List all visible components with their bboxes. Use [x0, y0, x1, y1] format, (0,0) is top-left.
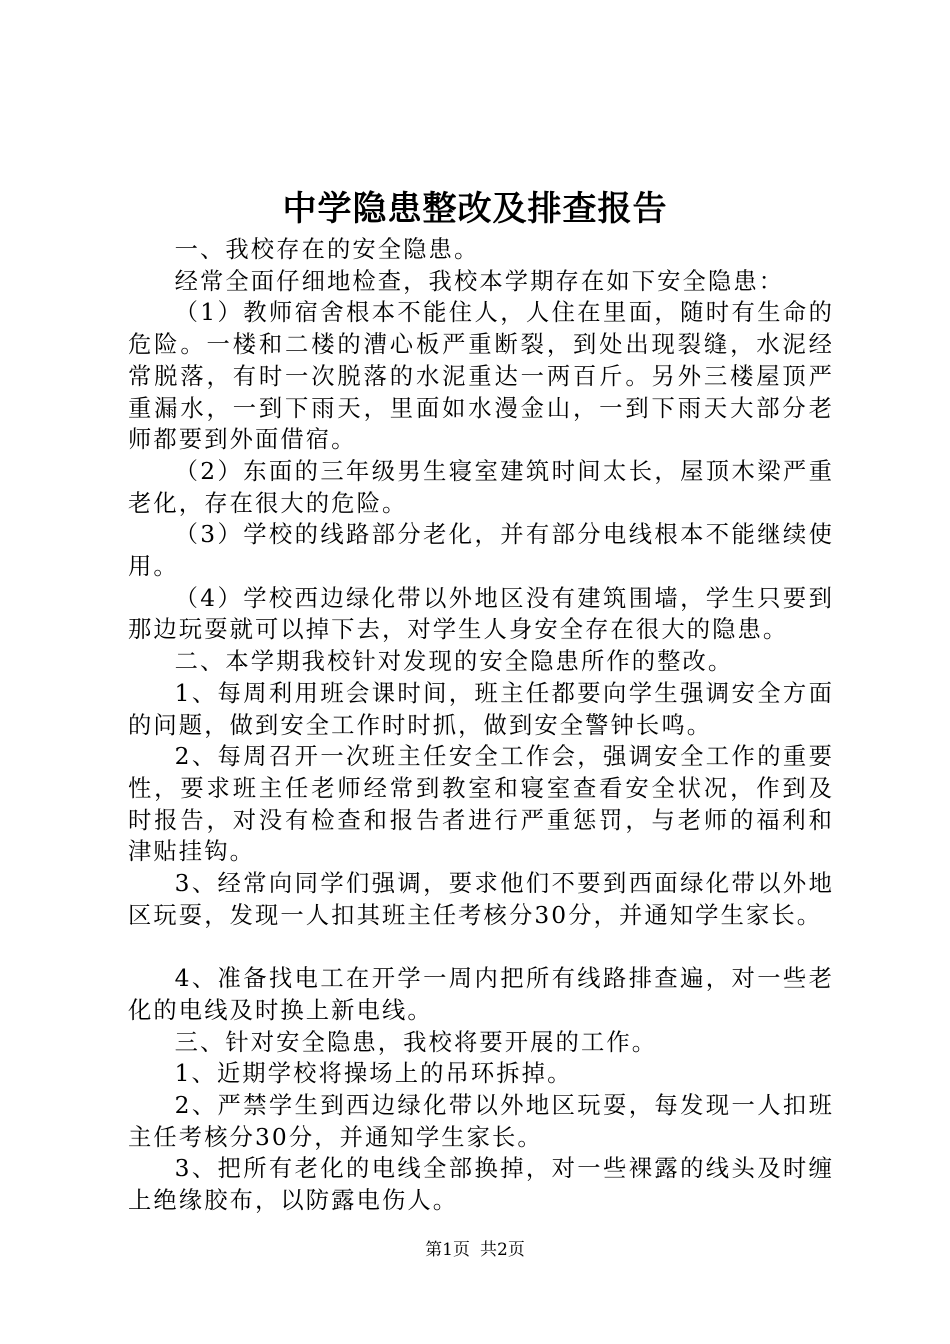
list-item: （1）教师宿舍根本不能住人，人住在里面，随时有生命的危险。一楼和二楼的漕心板严重断裂，到处出现裂缝，水泥经常脱落，有时一次脱落的水泥重达一两百斤。另外三楼屋顶严重漏水，一到下雨天，里面如水漫金山，一到下雨天大部分老师都要到外面借宿。	[128, 299, 834, 454]
document-body	[128, 234, 834, 1217]
list-item: （2）东面的三年级男生寝室建筑时间太长，屋顶木梁严重老化，存在很大的危险。	[128, 457, 834, 517]
list-item: 2、每周召开一次班主任安全工作会，强调安全工作的重要性，要求班主任老师经常到教室和寝室查看安全状况，作到及时报告，对没有检查和报告者进行严重惩罚，与老师的福利和津贴挂钩。	[128, 743, 834, 866]
list-item: （3）学校的线路部分老化，并有部分电线根本不能继续使用。	[128, 521, 834, 581]
list-item: 4、准备找电工在开学一周内把所有线路排查遍，对一些老化的电线及时换上新电线。	[128, 965, 834, 1024]
section-heading-3: 三、针对安全隐患，我校将要开展的工作。	[174, 1028, 658, 1056]
page-total: 共2页	[480, 1240, 525, 1260]
section-heading-1: 一、我校存在的安全隐患。	[174, 236, 480, 263]
list-item: 2、严禁学生到西边绿化带以外地区玩耍，每发现一人扣班主任考核分30分，并通知学生家长。	[128, 1091, 834, 1151]
list-item: 3、把所有老化的电线全部换掉，对一些裸露的线头及时缠上绝缘胶布，以防露电伤人。	[128, 1155, 834, 1215]
page-number: 第1页	[425, 1240, 470, 1260]
list-item: 3、经常向同学们强调，要求他们不要到西面绿化带以外地区玩耍，发现一人扣其班主任考核分30分，并通知学生家长。	[128, 870, 834, 929]
paragraph: 经常全面仔细地检查，我校本学期存在如下安全隐患：	[174, 267, 785, 295]
list-item: 1、近期学校将操场上的吊环拆掉。	[174, 1060, 573, 1088]
section-heading-2: 二、本学期我校针对发现的安全隐患所作的整改。	[174, 648, 734, 676]
list-item: （4）学校西边绿化带以外地区没有建筑围墙，学生只要到那边玩耍就可以掉下去，对学生人身安全存在很大的隐患。	[128, 584, 834, 644]
list-item: 1、每周利用班会课时间，班主任都要向学生强调安全方面的问题，做到安全工作时时抓，做到安全警钟长鸣。	[128, 679, 834, 739]
page-footer	[0, 1238, 950, 1262]
document-title: 中学隐患整改及排查报告	[282, 189, 668, 229]
